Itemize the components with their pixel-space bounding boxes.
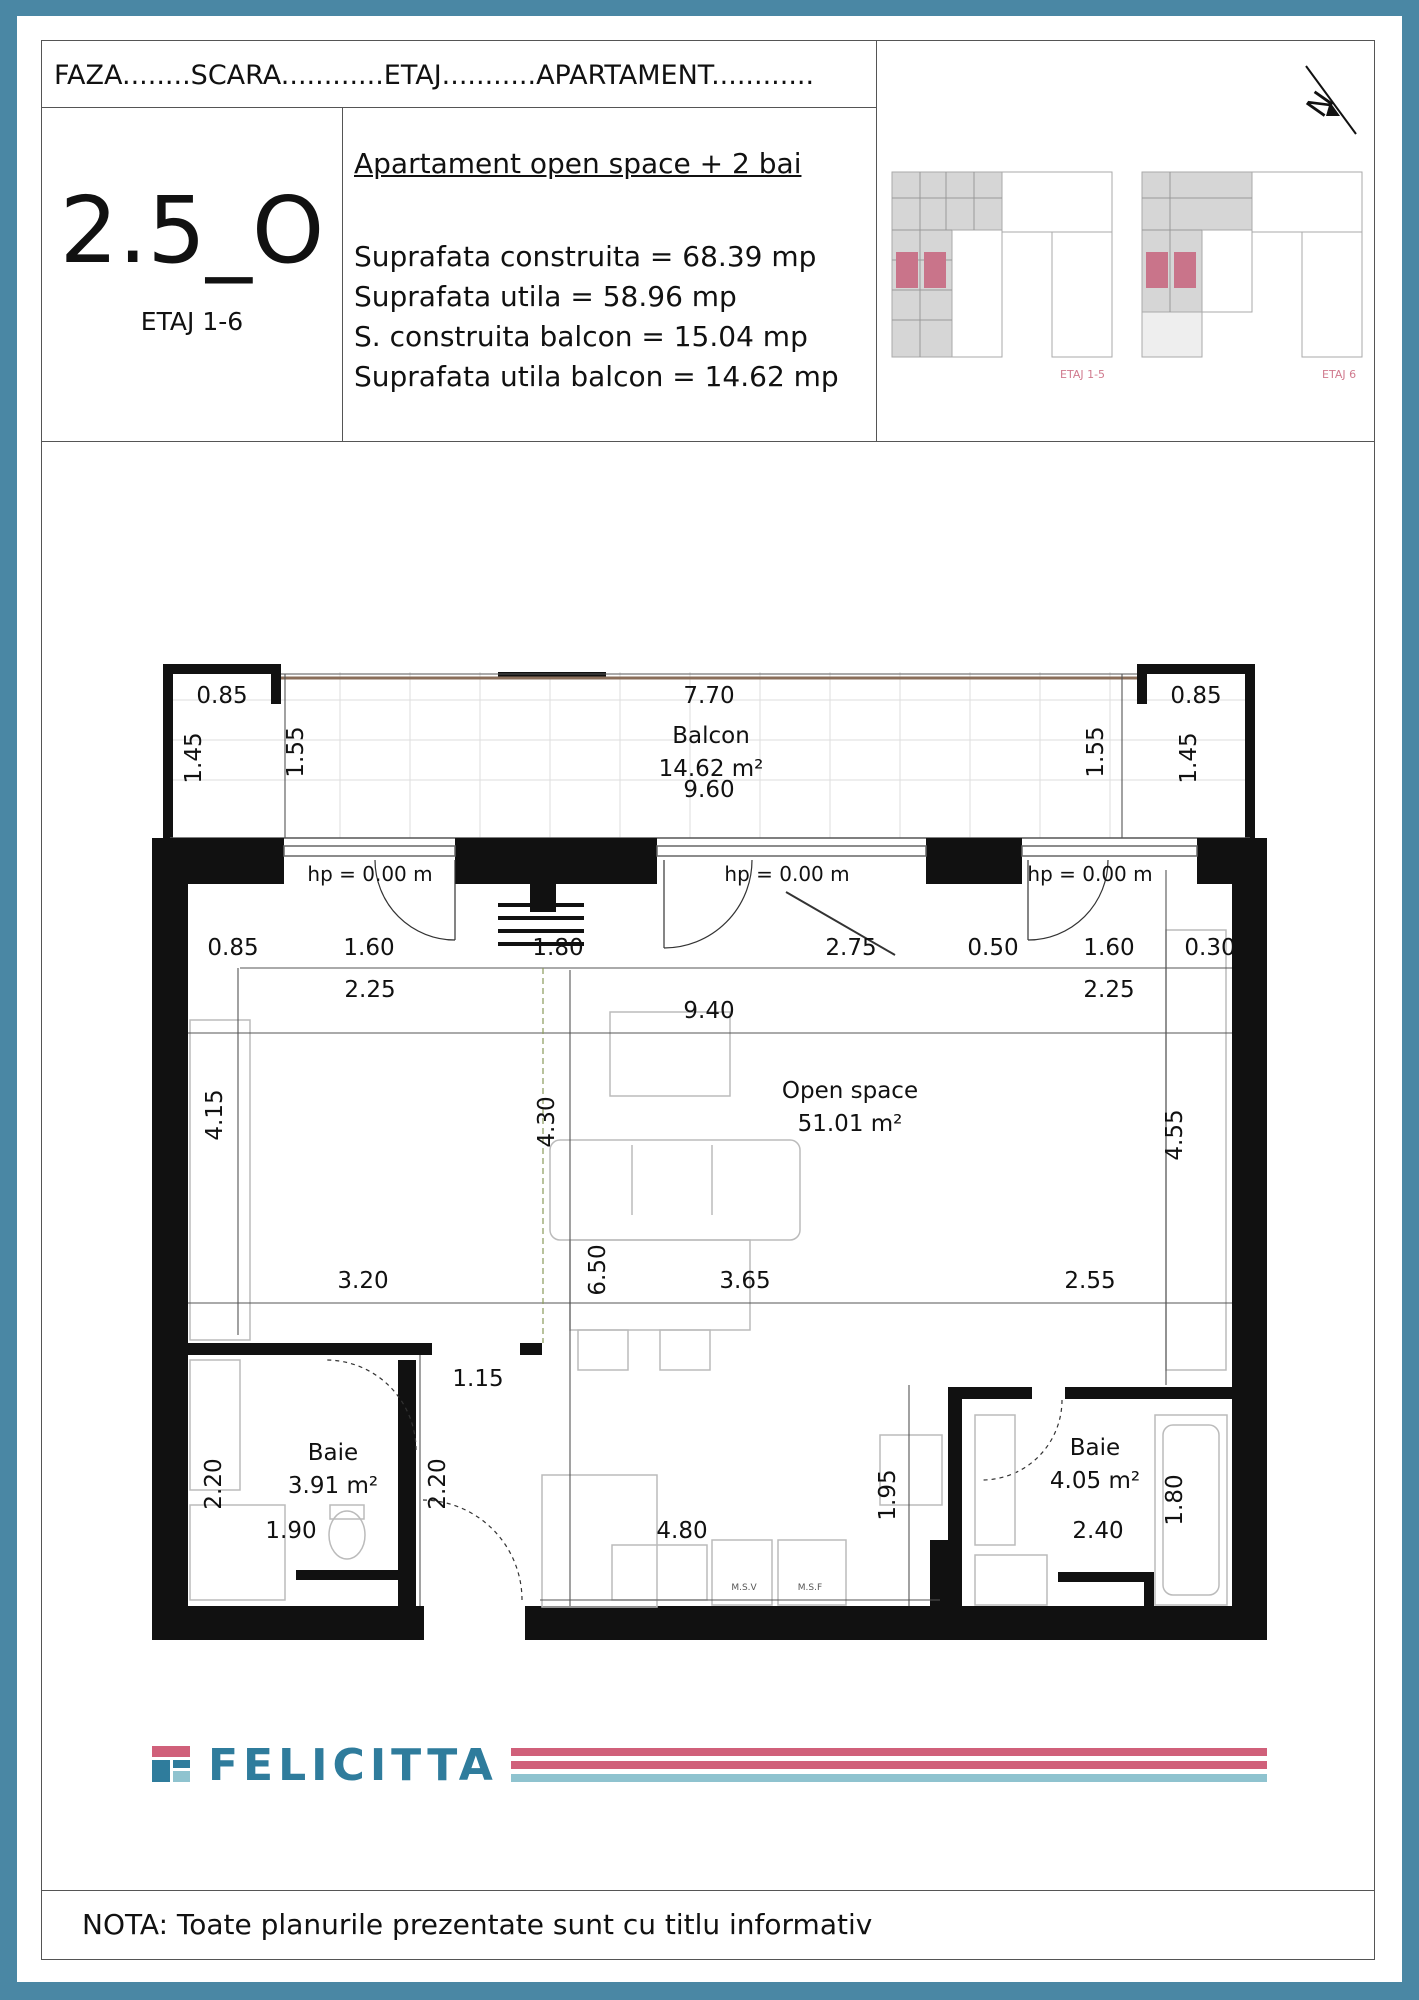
dim-balcony-depth-right-outer: 1.45 [1176, 732, 1202, 784]
dim-mid-1: 3.20 [337, 1268, 389, 1294]
brand-stripe-teal [511, 1774, 1267, 1782]
dim-balcony-right: 0.85 [1170, 683, 1222, 709]
appliance-label-1: M.S.V [731, 1583, 757, 1593]
sill-height-2: hp = 0.00 m [724, 862, 850, 886]
dim-lower-1: 1.15 [452, 1366, 504, 1392]
dim-second-1: 2.25 [344, 977, 396, 1003]
dim-second-2: 9.40 [683, 998, 735, 1024]
dim-vert-1: 4.15 [202, 1089, 228, 1141]
appliance-label-2: M.S.F [797, 1583, 823, 1593]
dim-mid-2: 3.65 [719, 1268, 771, 1294]
brand-stripe-pink-2 [511, 1761, 1267, 1769]
dim-vert-4: 4.55 [1162, 1109, 1188, 1161]
north-label: N [1300, 85, 1342, 124]
room-bath2-name: Baie [1069, 1435, 1121, 1461]
key-plan-label-2: ETAJ 6 [1322, 368, 1357, 381]
dim-top-4: 2.75 [825, 935, 877, 961]
apartment-code: 2.5_O [59, 177, 325, 284]
dim-lower-2: 2.20 [201, 1458, 227, 1510]
room-bath1-name: Baie [307, 1440, 359, 1466]
room-openspace-area: 51.01 m² [797, 1111, 903, 1137]
fields-line: FAZA........SCARA............ETAJ...........APARTAMENT............ [54, 60, 815, 91]
dim-lower-7: 2.40 [1072, 1518, 1124, 1544]
dim-top-5: 0.50 [967, 935, 1019, 961]
key-plan-label-1: ETAJ 1-5 [1060, 368, 1106, 381]
dim-mid-3: 2.55 [1064, 1268, 1116, 1294]
dim-balcony-depth-left-inner: 1.55 [283, 726, 309, 778]
stat-balcony-usable: Suprafata utila balcon = 14.62 mp [354, 360, 839, 393]
dim-top-1: 0.85 [207, 935, 259, 961]
dim-balcony-width: 7.70 [683, 683, 735, 709]
dim-balcony-depth-left-outer: 1.45 [181, 732, 207, 784]
dim-top-3: 1.80 [532, 935, 584, 961]
dim-lower-6: 1.95 [875, 1469, 901, 1521]
dim-top-7: 0.30 [1184, 935, 1236, 961]
dim-vert-2: 4.30 [534, 1096, 560, 1148]
dim-balcony-total: 9.60 [683, 777, 735, 803]
sill-height-1: hp = 0.00 m [307, 862, 433, 886]
apartment-type: Apartament open space + 2 bai [354, 147, 802, 180]
room-bath1-area: 3.91 m² [287, 1473, 379, 1499]
dim-balcony-depth-right-inner: 1.55 [1083, 726, 1109, 778]
brand-name: FELICITTA [208, 1740, 498, 1791]
stat-built-area: Suprafata construita = 68.39 mp [354, 240, 817, 273]
dim-lower-5: 4.80 [656, 1518, 708, 1544]
room-bath2-area: 4.05 m² [1049, 1468, 1141, 1494]
floors-label: ETAJ 1-6 [140, 307, 244, 336]
stat-usable-area: Suprafata utila = 58.96 mp [354, 280, 737, 313]
room-balcony-area: 14.62 m² [658, 756, 764, 782]
dim-top-2: 1.60 [343, 935, 395, 961]
dim-lower-4: 2.20 [425, 1458, 451, 1510]
dim-second-3: 2.25 [1083, 977, 1135, 1003]
room-balcony-name: Balcon [672, 723, 750, 749]
dim-vert-3: 6.50 [585, 1244, 611, 1296]
stat-balcony-built: S. construita balcon = 15.04 mp [354, 320, 808, 353]
sill-height-3: hp = 0.00 m [1027, 862, 1153, 886]
dim-balcony-left: 0.85 [196, 683, 248, 709]
dim-lower-3: 1.90 [265, 1518, 317, 1544]
dim-top-6: 1.60 [1083, 935, 1135, 961]
room-openspace-name: Open space [781, 1078, 919, 1104]
disclaimer-note: NOTA: Toate planurile prezentate sunt cu titlu informativ [82, 1908, 873, 1941]
felicitta-logo-icon [152, 1746, 190, 1782]
brand-stripe-pink [511, 1748, 1267, 1756]
dim-lower-8: 1.80 [1162, 1474, 1188, 1526]
dimension-labels [181, 683, 1236, 1544]
